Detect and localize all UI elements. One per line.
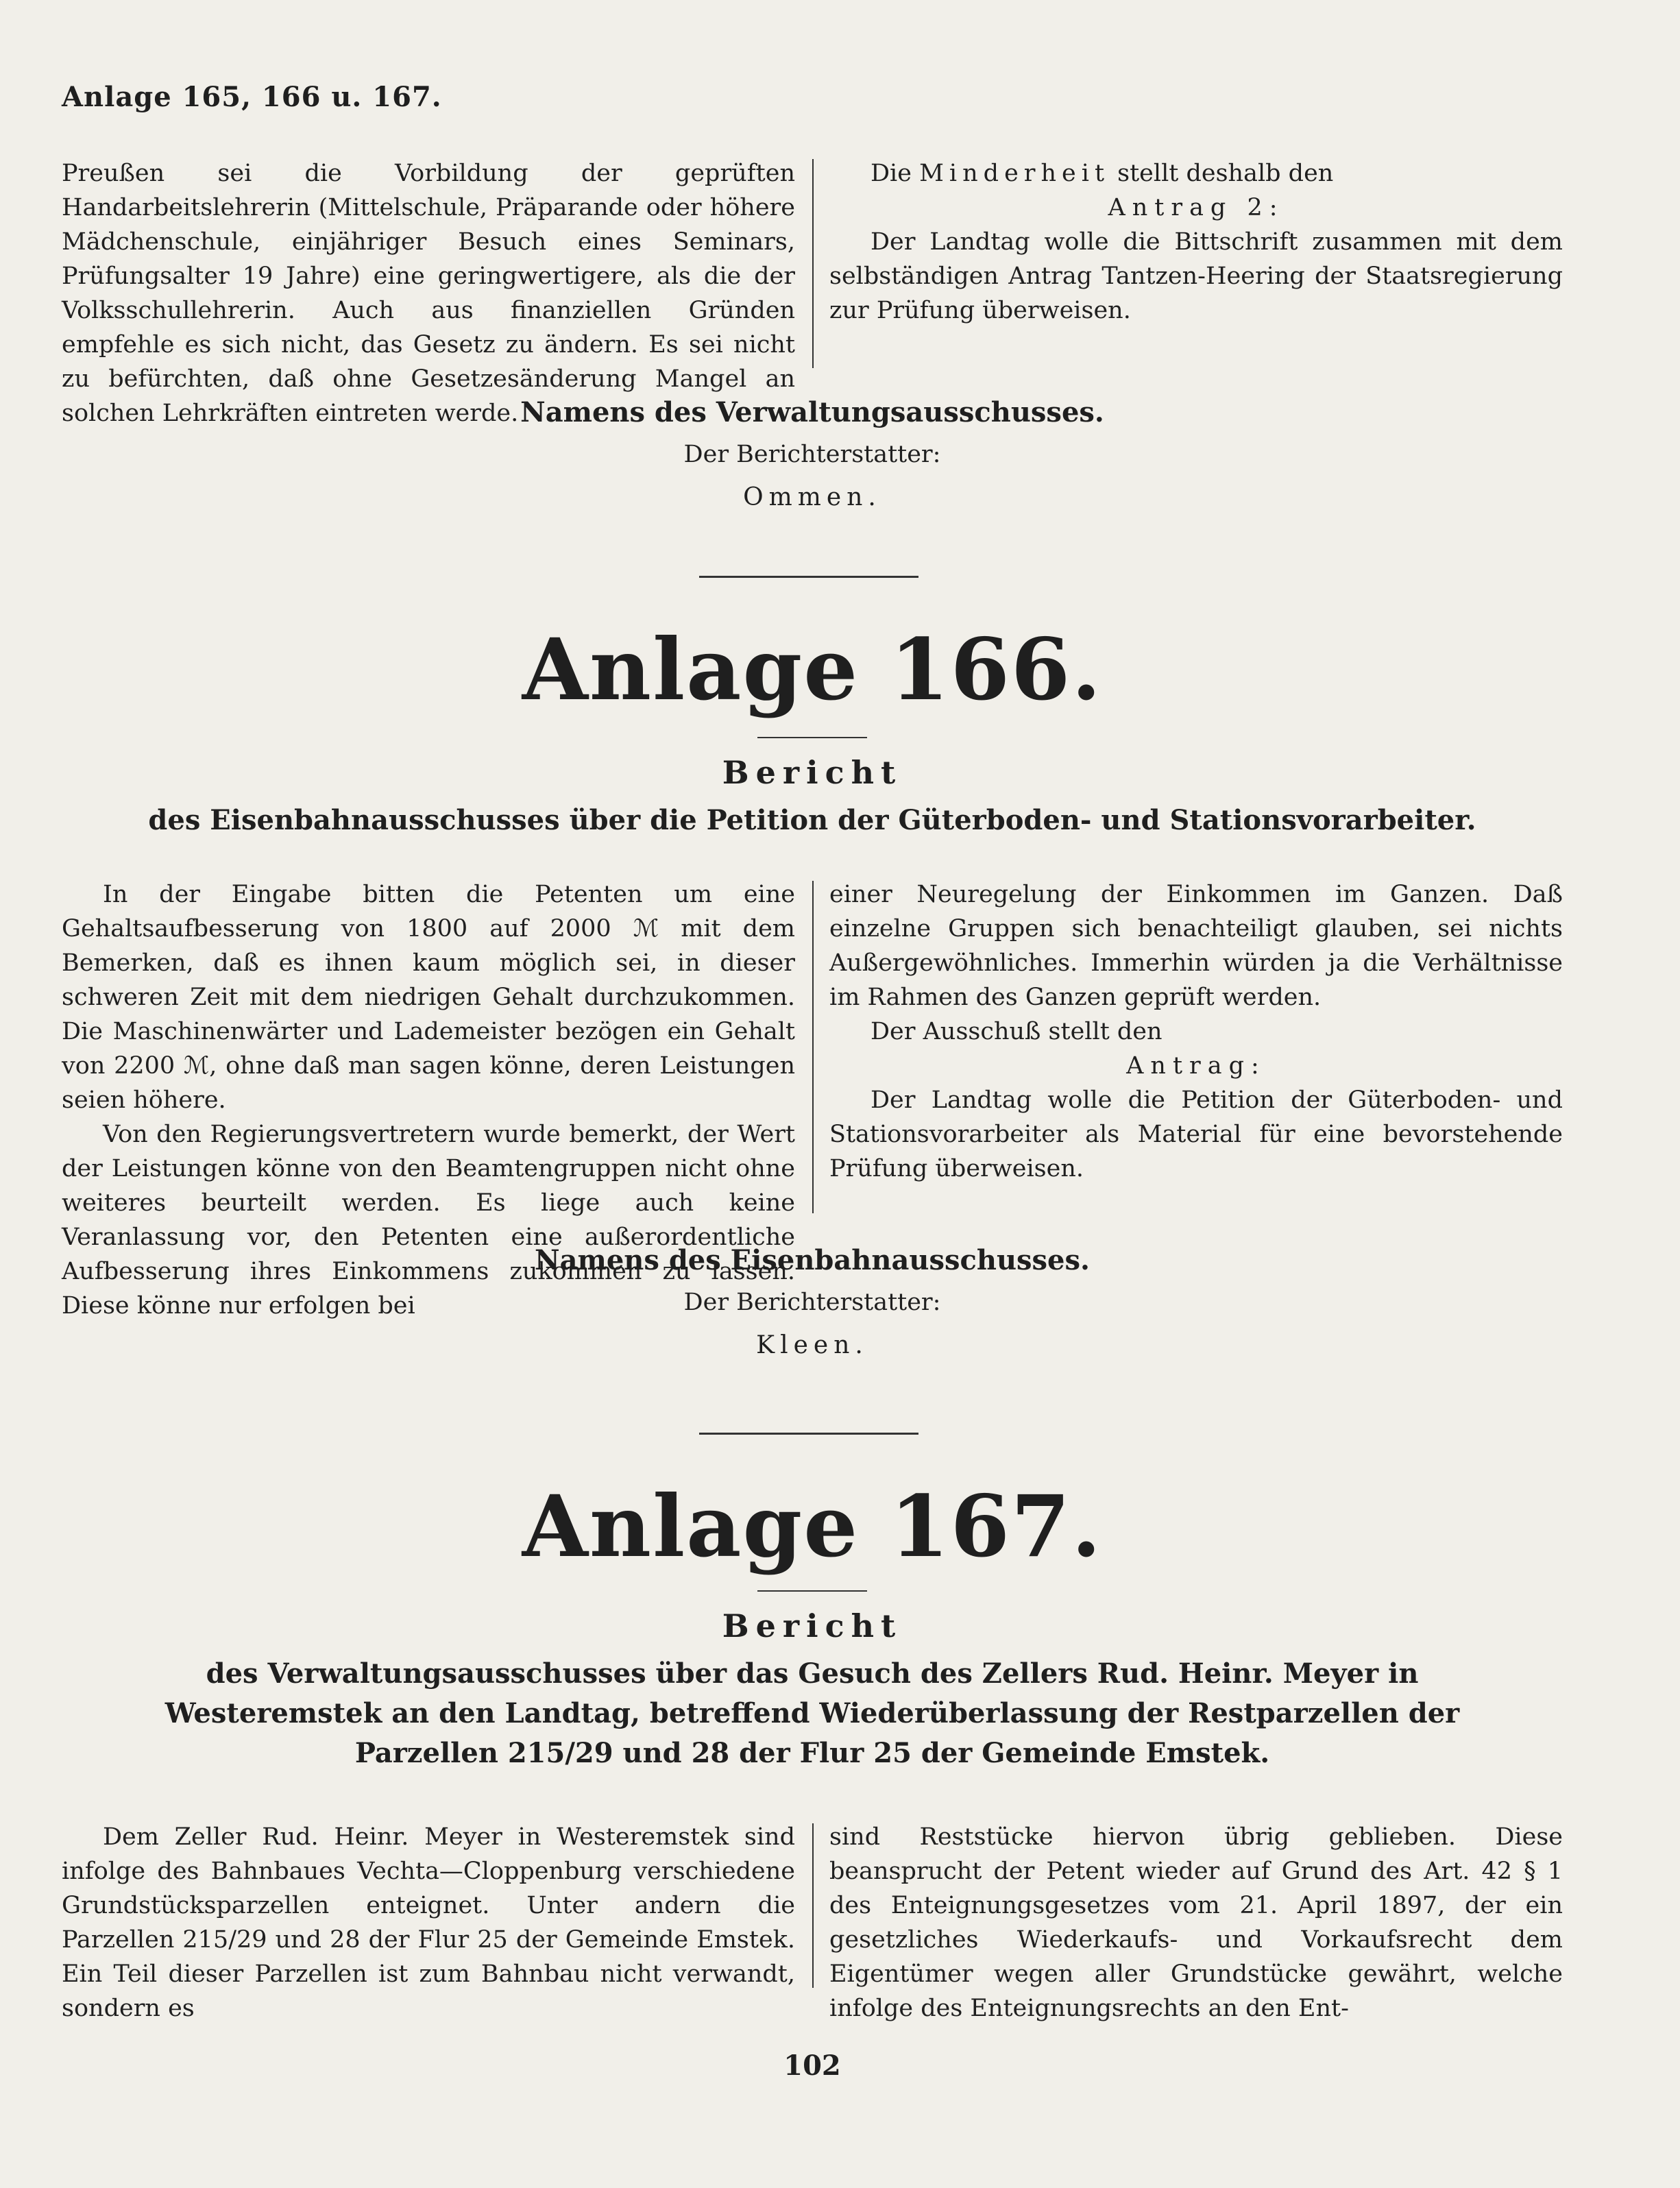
- anlage167-left-text: Dem Zeller Rud. Heinr. Meyer in Westeremstek sind infolge des Bahnbaues Vechta—Cloppenburg verschiedene Grundstücksparzellen enteignet. Unter andern die Parzellen 215/29 und 28 der Flur 25 der Gemeinde Emstek. Ein Teil dieser Parzellen ist zum Bahnbau nicht verwandt, sondern es: [62, 1823, 795, 2022]
- anlage166-bericht: Bericht: [722, 754, 903, 791]
- anlage166-right-p2: Der Ausschuß stellt den: [871, 1018, 1162, 1045]
- column-divider: [812, 159, 814, 368]
- title-rule: [757, 1590, 867, 1592]
- section-rule: [699, 1433, 918, 1435]
- anlage165-left-text: Preußen sei die Vorbildung der geprüften Handarbeitslehrerin (Mittelschule, Präparande oder höhere Mädchenschule, einjähriger Besuch eines Seminars, Prüfungsalter 19 Jahre) eine geringwertigere, als die der Volksschullehrerin. Auch aus finanziellen Gründen empfehle es sich nicht, das Gesetz zu ändern. Es sei nicht zu befürchten, daß ohne Gesetzesänderung Mangel an solchen Lehrkräften eintreten werde.: [62, 160, 795, 427]
- anlage166-antrag-label: Antrag:: [1126, 1052, 1266, 1080]
- anlage166-antrag-text: Der Landtag wolle die Petition der Güterboden- und Stationsvorarbeiter als Material für eine bevorstehende Prüfung überweisen.: [829, 1086, 1563, 1182]
- signature-title: Namens des Eisenbahnausschusses.: [535, 1244, 1090, 1276]
- anlage166-header: [62, 620, 1563, 720]
- anlage165-right-column: [829, 156, 1563, 430]
- signature-role: Der Berichterstatter:: [683, 441, 941, 468]
- anlage165-antrag-text: Der Landtag wolle die Bittschrift zusammen mit dem selbständigen Antrag Tantzen-Heering der Staatsregierung zur Prüfung überweisen.: [829, 228, 1563, 324]
- anlage166-signature: [62, 1244, 1563, 1359]
- anlage166-right-p1: einer Neuregelung der Einkommen im Ganzen. Daß einzelne Gruppen sich benachteiligt glauben, sei nichts Außergewöhnliches. Immerhin würden ja die Verhältnisse im Rahmen des Ganzen geprüft werden.: [829, 881, 1563, 1011]
- anlage167-subtitle: des Verwaltungsausschusses über das Gesuch des Zellers Rud. Heinr. Meyer in Westeremstek an den Landtag, betreffend Wiederüberlassung der Restparzellen der Parzellen 215/29 und 28 der Flur 25 der Gemeinde Emstek.: [165, 1657, 1460, 1769]
- anlage167-header: [62, 1477, 1563, 1577]
- anlage165-left-column: [62, 156, 795, 430]
- page-footer: [62, 2050, 1563, 2082]
- signature-title: Namens des Verwaltungsausschusses.: [520, 396, 1104, 428]
- anlage165-signature: [62, 396, 1563, 511]
- anlage165-right-intro: Die Minderheit stellt deshalb den: [871, 160, 1334, 187]
- anlage167-bericht: Bericht: [722, 1607, 903, 1644]
- anlage165-antrag-label: Antrag 2:: [1108, 194, 1285, 221]
- anlage167-right-text: sind Reststücke hiervon übrig geblieben. Diese beansprucht der Petent wieder auf Grund des Art. 42 § 1 des Enteignungsgesetzes vom 21. April 1897, der ein gesetzliches Wiederkaufs- und Vorkaufsrecht dem Eigentümer wegen aller Grundstücke gewährt, welche infolge des Enteignungsrechts an den Ent-: [829, 1823, 1563, 2022]
- anlage166-title: Anlage 166.: [522, 620, 1103, 720]
- column-divider: [812, 1823, 814, 1988]
- column-divider: [812, 881, 814, 1213]
- anlage167-heading: [62, 1607, 1563, 1773]
- anlage166-left-p1: In der Eingabe bitten die Petenten um eine Gehaltsaufbesserung von 1800 auf 2000 ℳ mit dem Bemerken, daß es ihnen kaum möglich sei, in dieser schweren Zeit mit dem niedrigen Gehalt durchzukommen. Die Maschinenwärter und Lademeister bezögen ein Gehalt von 2200 ℳ, ohne daß man sagen könne, deren Leistungen seien höhere.: [62, 881, 795, 1114]
- anlage166-heading: [62, 754, 1563, 840]
- section-rule: [699, 576, 918, 578]
- anlage166-subtitle: des Eisenbahnausschusses über die Petition der Güterboden- und Stationsvorarbeiter.: [148, 804, 1476, 836]
- anlage167-right-column: [829, 1820, 1563, 2026]
- page-number: 102: [783, 2050, 841, 2082]
- anlage167-title: Anlage 167.: [522, 1477, 1103, 1577]
- signature-role: Der Berichterstatter:: [683, 1289, 941, 1316]
- signature-name: Kleen.: [756, 1331, 868, 1359]
- running-head: Anlage 165, 166 u. 167.: [62, 81, 442, 113]
- title-rule: [757, 737, 867, 738]
- anlage166-left-p2: Von den Regierungsvertretern wurde bemerkt, der Wert der Leistungen könne von den Beamtengruppen nicht ohne weiteres beurteilt werden. Es liege auch keine Veranlassung vor, den Petenten eine außerordentliche Aufbesserung ihres Einkommens zukommen zu lassen. Diese könne nur erfolgen bei: [62, 1121, 795, 1320]
- anlage167-left-column: [62, 1820, 795, 2026]
- signature-name: Ommen.: [743, 483, 881, 511]
